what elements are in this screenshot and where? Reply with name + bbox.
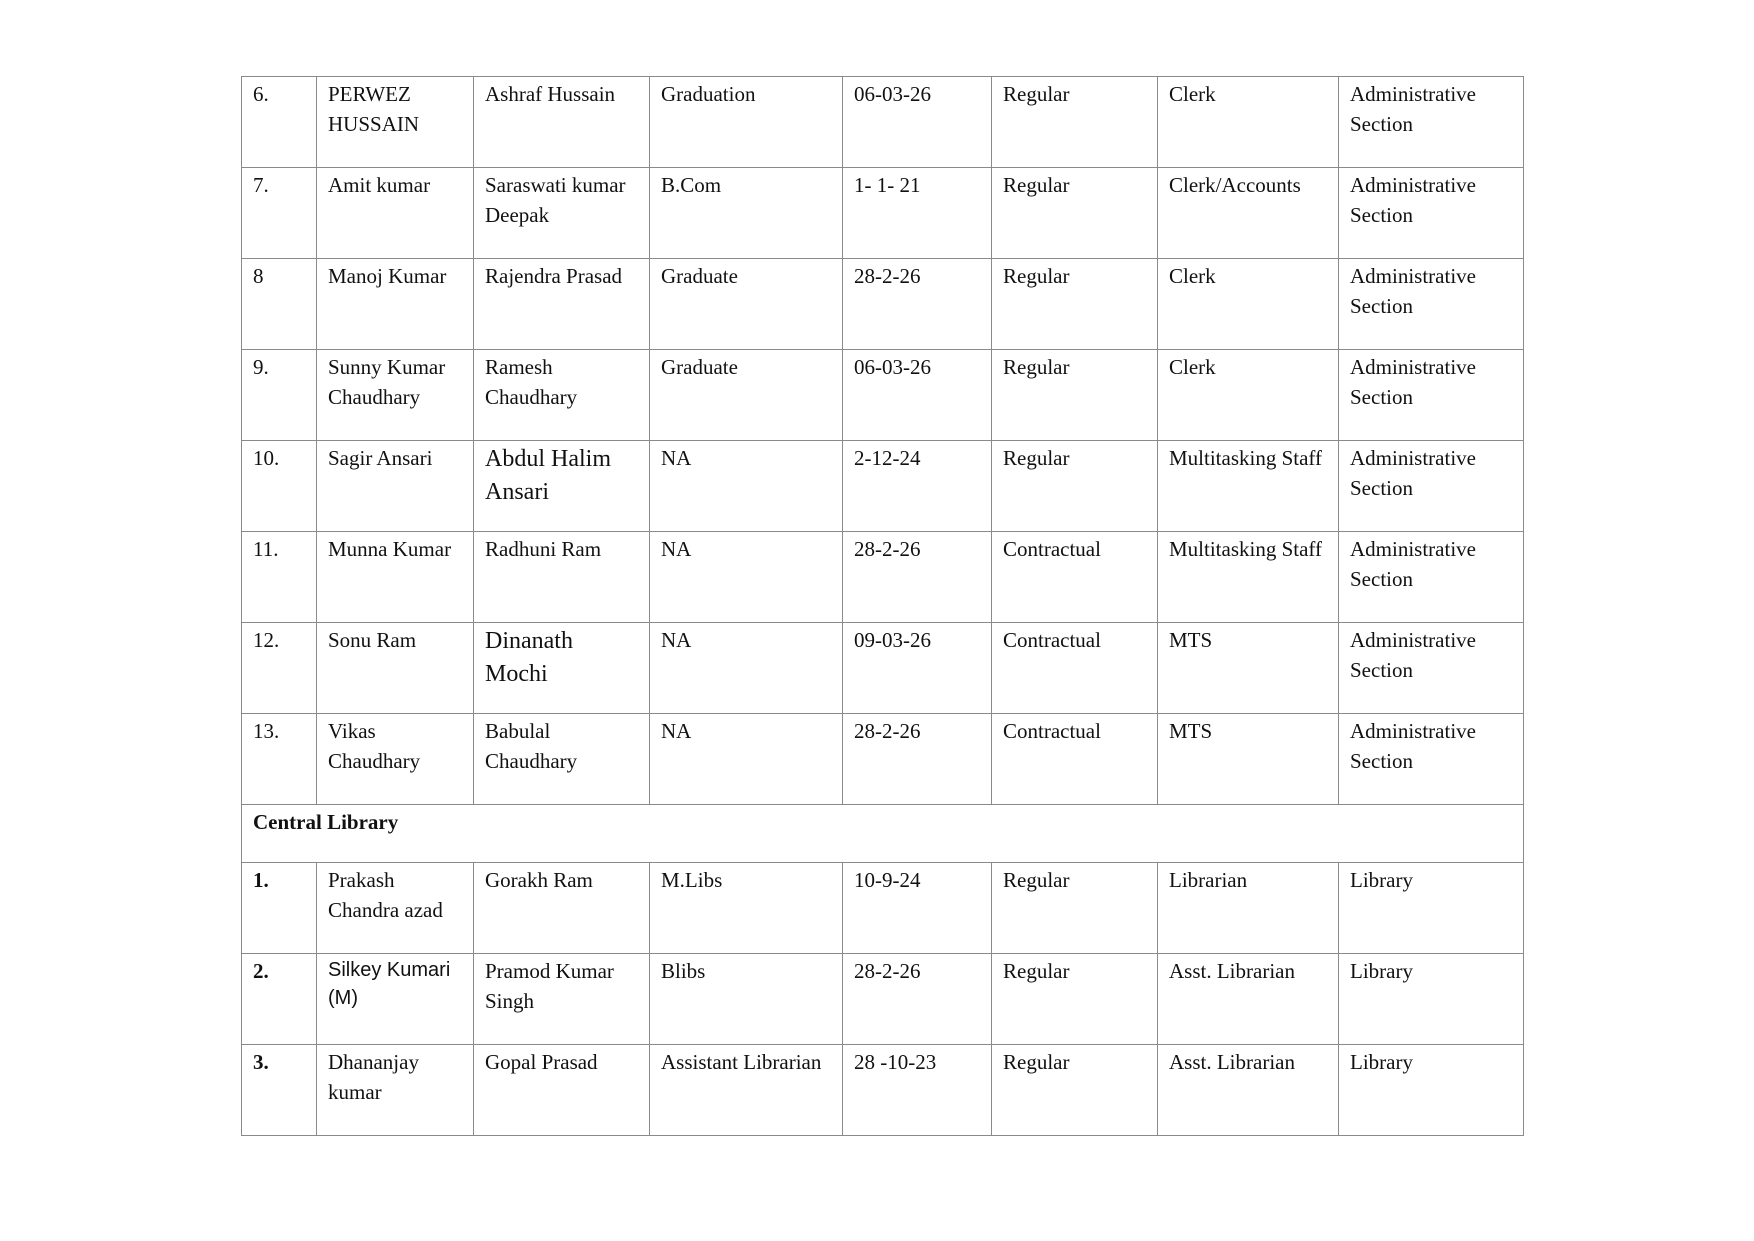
section-heading-row (242, 805, 1524, 863)
section-cell: Library (1339, 1045, 1524, 1136)
table-row (242, 863, 1524, 954)
date-cell: 28-2-26 (843, 259, 992, 350)
father-name-cell: Babulal Chaudhary (474, 714, 650, 805)
qualification-cell: NA (650, 623, 843, 714)
qualification-cell: Blibs (650, 954, 843, 1045)
employment-type-cell: Regular (992, 168, 1158, 259)
serial-number-cell: 8 (242, 259, 317, 350)
section-cell: Administrative Section (1339, 714, 1524, 805)
father-name-cell: Saraswati kumar Deepak (474, 168, 650, 259)
post-cell: Clerk (1158, 259, 1339, 350)
qualification-cell: NA (650, 441, 843, 532)
employment-type-cell: Regular (992, 863, 1158, 954)
name-cell: Manoj Kumar (317, 259, 474, 350)
staff-table (241, 76, 1524, 1136)
section-cell: Administrative Section (1339, 623, 1524, 714)
name-cell: Silkey Kumari (M) (317, 954, 474, 1045)
serial-number-cell: 1. (242, 863, 317, 954)
qualification-cell: B.Com (650, 168, 843, 259)
table-row (242, 168, 1524, 259)
name-cell: PERWEZ HUSSAIN (317, 77, 474, 168)
employment-type-cell: Regular (992, 441, 1158, 532)
serial-number-cell: 6. (242, 77, 317, 168)
date-cell: 28-2-26 (843, 714, 992, 805)
father-name-cell: Radhuni Ram (474, 532, 650, 623)
employment-type-cell: Regular (992, 350, 1158, 441)
employment-type-cell: Regular (992, 1045, 1158, 1136)
post-cell: Clerk (1158, 350, 1339, 441)
section-cell: Administrative Section (1339, 350, 1524, 441)
serial-number-cell: 10. (242, 441, 317, 532)
serial-number-cell: 13. (242, 714, 317, 805)
table-row (242, 532, 1524, 623)
name-cell: Sonu Ram (317, 623, 474, 714)
date-cell: 06-03-26 (843, 77, 992, 168)
qualification-cell: NA (650, 532, 843, 623)
post-cell: Clerk (1158, 77, 1339, 168)
employment-type-cell: Contractual (992, 623, 1158, 714)
employment-type-cell: Regular (992, 77, 1158, 168)
qualification-cell: Graduation (650, 77, 843, 168)
post-cell: Multitasking Staff (1158, 532, 1339, 623)
serial-number-cell: 12. (242, 623, 317, 714)
table-row (242, 259, 1524, 350)
serial-number-cell: 11. (242, 532, 317, 623)
father-name-cell: Ramesh Chaudhary (474, 350, 650, 441)
section-cell: Library (1339, 954, 1524, 1045)
qualification-cell: Graduate (650, 350, 843, 441)
table-row (242, 1045, 1524, 1136)
father-name-cell: Gorakh Ram (474, 863, 650, 954)
table-row (242, 714, 1524, 805)
post-cell: Librarian (1158, 863, 1339, 954)
table-row (242, 350, 1524, 441)
date-cell: 09-03-26 (843, 623, 992, 714)
table-row (242, 77, 1524, 168)
post-cell: Multitasking Staff (1158, 441, 1339, 532)
name-cell: Prakash Chandra azad (317, 863, 474, 954)
post-cell: Asst. Librarian (1158, 1045, 1339, 1136)
qualification-cell: Assistant Librarian (650, 1045, 843, 1136)
date-cell: 2-12-24 (843, 441, 992, 532)
section-cell: Administrative Section (1339, 441, 1524, 532)
father-name-cell: Gopal Prasad (474, 1045, 650, 1136)
father-name-cell: Dinanath Mochi (474, 623, 650, 714)
serial-number-cell: 9. (242, 350, 317, 441)
section-cell: Administrative Section (1339, 259, 1524, 350)
father-name-cell: Abdul Halim Ansari (474, 441, 650, 532)
qualification-cell: NA (650, 714, 843, 805)
section-cell: Administrative Section (1339, 532, 1524, 623)
name-cell: Munna Kumar (317, 532, 474, 623)
section-cell: Administrative Section (1339, 168, 1524, 259)
date-cell: 28-2-26 (843, 954, 992, 1045)
employment-type-cell: Contractual (992, 532, 1158, 623)
name-cell: Amit kumar (317, 168, 474, 259)
section-cell: Library (1339, 863, 1524, 954)
father-name-cell: Rajendra Prasad (474, 259, 650, 350)
serial-number-cell: 7. (242, 168, 317, 259)
table-row (242, 441, 1524, 532)
employment-type-cell: Regular (992, 259, 1158, 350)
date-cell: 1- 1- 21 (843, 168, 992, 259)
father-name-cell: Ashraf Hussain (474, 77, 650, 168)
post-cell: Clerk/Accounts (1158, 168, 1339, 259)
section-heading: Central Library (242, 805, 1524, 863)
father-name-cell: Pramod Kumar Singh (474, 954, 650, 1045)
date-cell: 28 -10-23 (843, 1045, 992, 1136)
name-cell: Sunny Kumar Chaudhary (317, 350, 474, 441)
date-cell: 10-9-24 (843, 863, 992, 954)
employment-type-cell: Regular (992, 954, 1158, 1045)
name-cell: Vikas Chaudhary (317, 714, 474, 805)
section-cell: Administrative Section (1339, 77, 1524, 168)
qualification-cell: Graduate (650, 259, 843, 350)
post-cell: MTS (1158, 714, 1339, 805)
date-cell: 06-03-26 (843, 350, 992, 441)
date-cell: 28-2-26 (843, 532, 992, 623)
name-cell: Sagir Ansari (317, 441, 474, 532)
serial-number-cell: 3. (242, 1045, 317, 1136)
post-cell: Asst. Librarian (1158, 954, 1339, 1045)
employment-type-cell: Contractual (992, 714, 1158, 805)
table-row (242, 954, 1524, 1045)
qualification-cell: M.Libs (650, 863, 843, 954)
name-cell: Dhananjay kumar (317, 1045, 474, 1136)
table-row (242, 623, 1524, 714)
serial-number-cell: 2. (242, 954, 317, 1045)
post-cell: MTS (1158, 623, 1339, 714)
